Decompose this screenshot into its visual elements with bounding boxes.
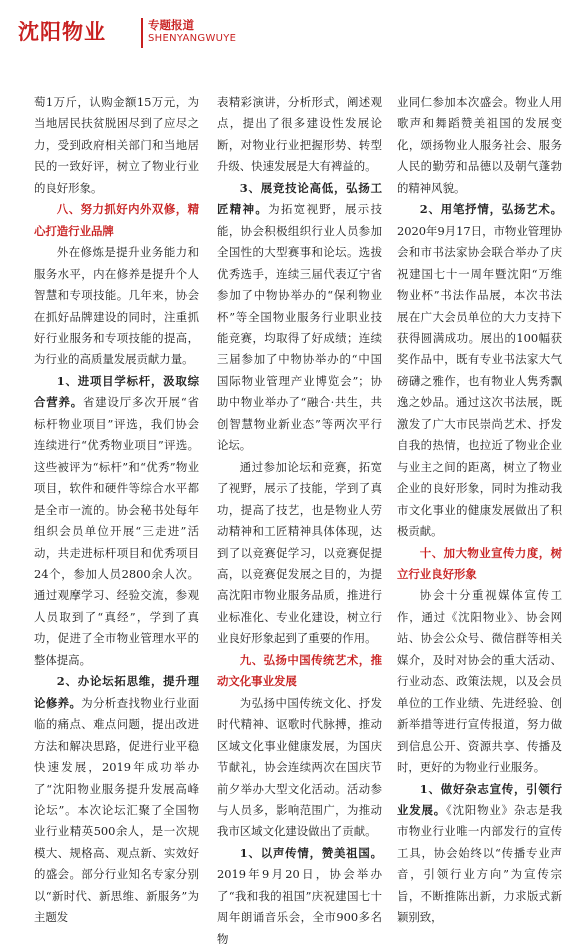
section-subtitle: SHENYANGWUYE (148, 33, 237, 44)
paragraph: 萄1万斤，认购金额15万元，为当地居民扶贫脱困尽到了应尽之力，受到政府相关部门和当地居民的一致好评，树立了物业行业的良好形象。 (34, 95, 199, 195)
magazine-logo: 沈阳物业 (18, 20, 106, 44)
paragraph-body: 《沈阳物业》杂志是我市物业行业唯一内部发行的宣传工具，协会始终以“传播专业声音，引领行业方向”为宣传宗旨，不断推陈出新，力求版式新颖别致， (397, 802, 562, 925)
paragraph: 表精彩演讲，分析形式，阐述观点，提出了很多建设性发展论断，对物业行业把握形势、转型升级、快速发展是大有裨益的。 (217, 95, 382, 174)
paragraph: 为弘扬中国传统文化、抒发时代精神、讴歌时代脉搏，推动区域文化事业健康发展，为国庆节献礼，协会连续两次在国庆节前夕举办大型文化活动。活动参与人员多，影响范围广，为推动我市区域文化建设做出了贡献。 (217, 695, 382, 839)
section-heading: 十、加大物业宣传力度，树立行业良好形象 (397, 545, 562, 581)
paragraph-lead: 2、办论坛拓思维，提升理论修养。 (34, 674, 199, 710)
paragraph: 业同仁参加本次盛会。物业人用歌声和舞蹈赞美祖国的发展变化，颂扬物业人服务社会、服务人民的勤劳和品德以及朝气蓬勃的精神风貌。 (397, 95, 562, 195)
paragraph: 外在修炼是提升业务能力和服务水平，内在修养是提升个人智慧和专项技能。几年来，协会在抓好品牌建设的同时，注重抓好行业服务和专项技能的提高，为行业的高质量发展贡献力量。 (34, 245, 199, 367)
paragraph (217, 178, 382, 457)
section-title: 专题报道 (148, 18, 194, 32)
paragraph (34, 671, 199, 928)
paragraph (34, 371, 199, 671)
section-heading: 八、努力抓好内外双修，精心打造行业品牌 (34, 202, 199, 238)
paragraph (217, 843, 382, 950)
paragraph-lead: 1、做好杂志宣传，引领行业发展。 (397, 781, 562, 817)
paragraph-body: 省建设厅多次开展“省标杆物业项目”评选，我们协会连续进行“优秀物业项目”评选。这些被评为“标杆”和“优秀”物业项目，软件和硬件等综合水平都是全市一流的。协会秘书处每年组织会员单位开展“三走进”活动，共走进标杆项目和优秀项目24个，参加人员2800余人次。通过观摩学习、经验交流，参观人员取到了“真经”，学到了真功，促进了全市物业管理水平的整体提高。 (34, 395, 199, 667)
section-heading: 九、弘扬中国传统艺术，推动文化事业发展 (217, 652, 382, 689)
paragraph-body: 为分析查找物业行业面临的痛点、难点问题，提出改进方法和解决思路，促进行业平稳快速发展，2019年成功举办了“沈阳物业服务提升发展高峰论坛”。本次论坛汇聚了全国物业行业精英500余人，是一次规模大、规格高、观点新、实效好的盛会。部分行业知名专家分别以“新时代、新思维、新服务”为主题发 (34, 695, 199, 925)
paragraph-body: 2019年9月20日，协会举办了“我和我的祖国”庆祝建国七十周年朗诵音乐会，全市900多名物 (217, 867, 382, 946)
paragraph-lead: 3、展竞技论高低，弘扬工匠精神。 (217, 180, 382, 217)
paragraph: 通过参加论坛和竞赛，拓宽了视野，展示了技能，学到了真功，提高了技艺，也是物业人劳动精神和工匠精神具体体现，达到了以竞赛促学习，以竞赛促提高，以竞赛促发展之目的，为提高沈阳市物业服务品质，推进行业标准化、专业化建设，树立行业良好形象起到了重要的作用。 (217, 459, 382, 646)
header-divider (141, 18, 143, 48)
paragraph-lead: 1、进项目学标杆，汲取综合营养。 (34, 373, 199, 410)
paragraph-lead: 1、以声传情，赞美祖国。 (239, 845, 382, 860)
column-2 (217, 92, 382, 950)
paragraph-body: 为拓宽视野，展示技能，协会积极组织行业人员参加全国性的大型赛事和论坛。选拔优秀选手，连续三届代表辽宁省参加了中物协举办的“保利物业杯”等全国物业服务行业职业技能竞赛，均取得了好成绩；连续三届参加了中物协举办的“中国国际物业管理产业博览会”；协助中物业举办了“融合·共生，共创智慧物业新业态”等两次平行论坛。 (217, 202, 382, 453)
paragraph (397, 779, 562, 929)
paragraph-body: 2020年9月17日，市物业管理协会和市书法家协会联合举办了庆祝建国七十一周年暨沈阳“万维物业杯”书法作品展，本次书法展在广大会员单位的大力支持下获得圆满成功。展出的100幅获奖作品中，既有专业书法家大气磅礴之雅作，也有物业人隽秀飘逸之妙品。通过这次书法展，既激发了广大市民崇尚艺术、抒发自我的热情，也拉近了物业企业与业主之间的距离，树立了物业企业的良好形象，同时为推动我市文化事业的健康发展做出了积极贡献。 (397, 223, 562, 539)
column-3 (397, 92, 562, 929)
paragraph-lead: 2、用笔抒情，弘扬艺术。 (419, 202, 562, 217)
paragraph (397, 199, 562, 542)
page-header (0, 0, 585, 60)
column-1 (34, 92, 199, 929)
paragraph: 协会十分重视媒体宣传工作，通过《沈阳物业》、协会网站、协会公众号、微信群等相关媒介，及时对协会的重大活动、行业动态、政策法规，以及会员单位的工作业绩、先进经验、创新举措等进行宣传报道，努力做到信息公开、资源共享、传播及时，更好的为物业行业服务。 (397, 588, 562, 775)
